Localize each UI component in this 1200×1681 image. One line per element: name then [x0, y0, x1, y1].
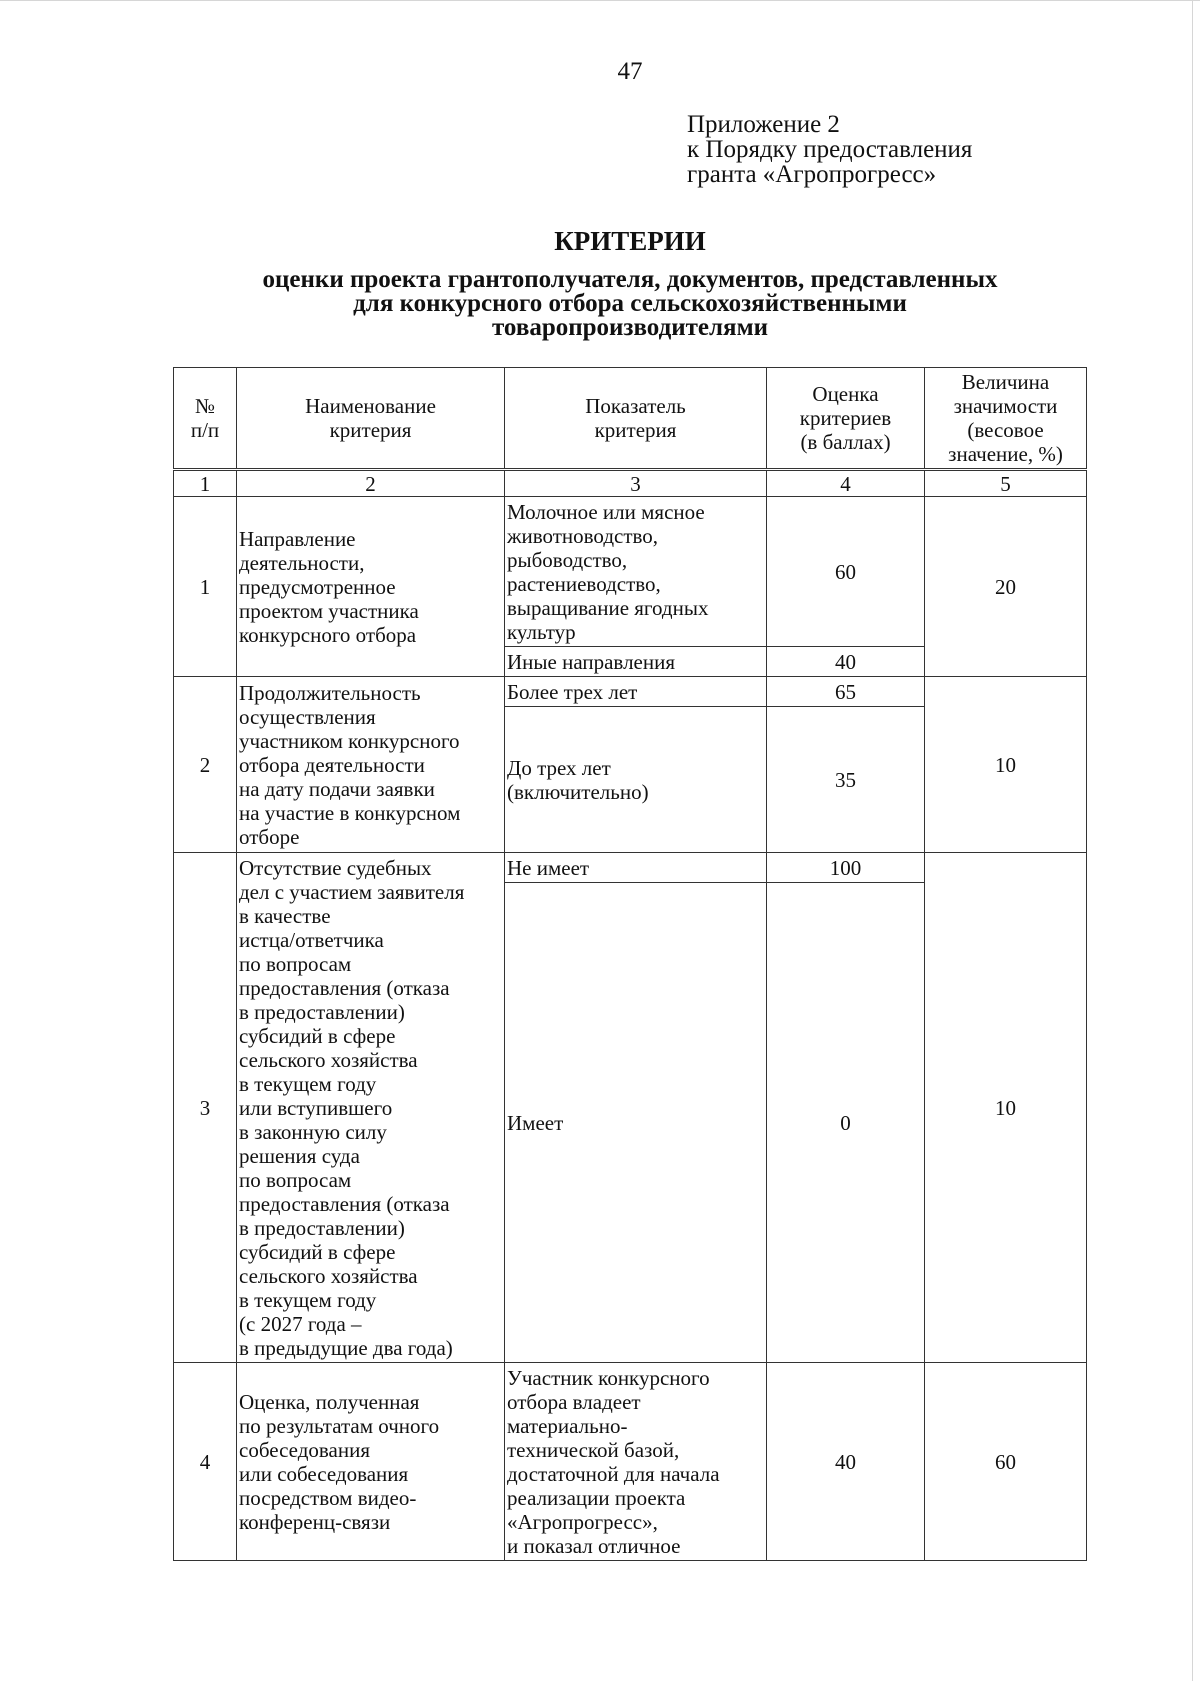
subtitle-line: для конкурсного отбора сельскохозяйственными — [353, 290, 907, 317]
indicator-score: 60 — [767, 497, 925, 647]
criterion-weight: 20 — [925, 497, 1087, 677]
table-row — [174, 497, 1087, 647]
indicator-score: 40 — [767, 647, 925, 677]
header-number: № п/п — [174, 368, 237, 470]
column-number: 4 — [767, 470, 925, 497]
header-criterion-indicator: Показатель критерия — [505, 368, 767, 470]
criterion-name: Оценка, полученная по результатам очного собеседования или собеседования посредством видео- конференц-связи — [237, 1363, 505, 1561]
table-row — [174, 677, 1087, 707]
criterion-indicator: Молочное или мясное животноводство, рыбоводство, растениеводство, выращивание ягодных культур — [505, 497, 767, 647]
column-number: 5 — [925, 470, 1087, 497]
appendix-reference — [687, 112, 972, 187]
subtitle-line: товаропроизводителями — [491, 314, 768, 341]
scan-edge-line — [0, 0, 1200, 1]
row-number: 4 — [174, 1363, 237, 1561]
criterion-indicator: До трех лет (включительно) — [505, 707, 767, 853]
criteria-table — [173, 367, 1087, 1561]
appendix-line: гранта «Агропрогресс» — [687, 161, 937, 188]
document-subtitle — [0, 268, 1200, 340]
indicator-score: 65 — [767, 677, 925, 707]
header-criterion-name: Наименование критерия — [237, 368, 505, 470]
criterion-indicator: Не имеет — [505, 853, 767, 883]
column-number: 1 — [174, 470, 237, 497]
criterion-weight: 10 — [925, 677, 1087, 853]
page-number: 47 — [617, 58, 643, 85]
header-weight: Величина значимости (весовое значение, %) — [925, 368, 1087, 470]
criterion-name: Продолжительность осуществления участником конкурсного отбора деятельности на дату подачи заявки на участие в конкурсном отборе — [237, 677, 505, 853]
table-row — [174, 1363, 1087, 1561]
subtitle-line: оценки проекта грантополучателя, документов, представленных — [262, 266, 998, 293]
document-title: КРИТЕРИИ — [554, 226, 706, 256]
indicator-score: 40 — [767, 1363, 925, 1561]
column-number: 3 — [505, 470, 767, 497]
row-number: 2 — [174, 677, 237, 853]
criterion-indicator: Имеет — [505, 883, 767, 1363]
criterion-name: Направление деятельности, предусмотренное проектом участника конкурсного отбора — [237, 497, 505, 677]
scan-edge-line — [1192, 0, 1193, 1681]
criterion-weight: 60 — [925, 1363, 1087, 1561]
indicator-score: 35 — [767, 707, 925, 853]
header-score: Оценка критериев (в баллах) — [767, 368, 925, 470]
criterion-indicator: Иные направления — [505, 647, 767, 677]
criterion-name: Отсутствие судебных дел с участием заявителя в качестве истца/ответчика по вопросам предоставления (отказа в предоставлении) субсидий в сфере сельского хозяйства в текущем году или вступившего в законную силу решения суда по вопросам предоставления (отказа в предоставлении) субсидий в сфере сельского хозяйства в текущем году (с 2027 года – в предыдущие два года) — [237, 853, 505, 1363]
criterion-indicator: Участник конкурсного отбора владеет материально- технической базой, достаточной для начала реализации проекта «Агропрогресс», и показал отличное — [505, 1363, 767, 1561]
row-number: 3 — [174, 853, 237, 1363]
appendix-line: Приложение 2 — [687, 111, 840, 138]
row-number: 1 — [174, 497, 237, 677]
indicator-score: 0 — [767, 883, 925, 1363]
table-header-row — [174, 368, 1087, 470]
appendix-line: к Порядку предоставления — [687, 136, 973, 163]
criterion-indicator: Более трех лет — [505, 677, 767, 707]
criterion-weight: 10 — [925, 853, 1087, 1363]
table-row — [174, 853, 1087, 883]
column-number: 2 — [237, 470, 505, 497]
column-number-row — [174, 470, 1087, 497]
indicator-score: 100 — [767, 853, 925, 883]
